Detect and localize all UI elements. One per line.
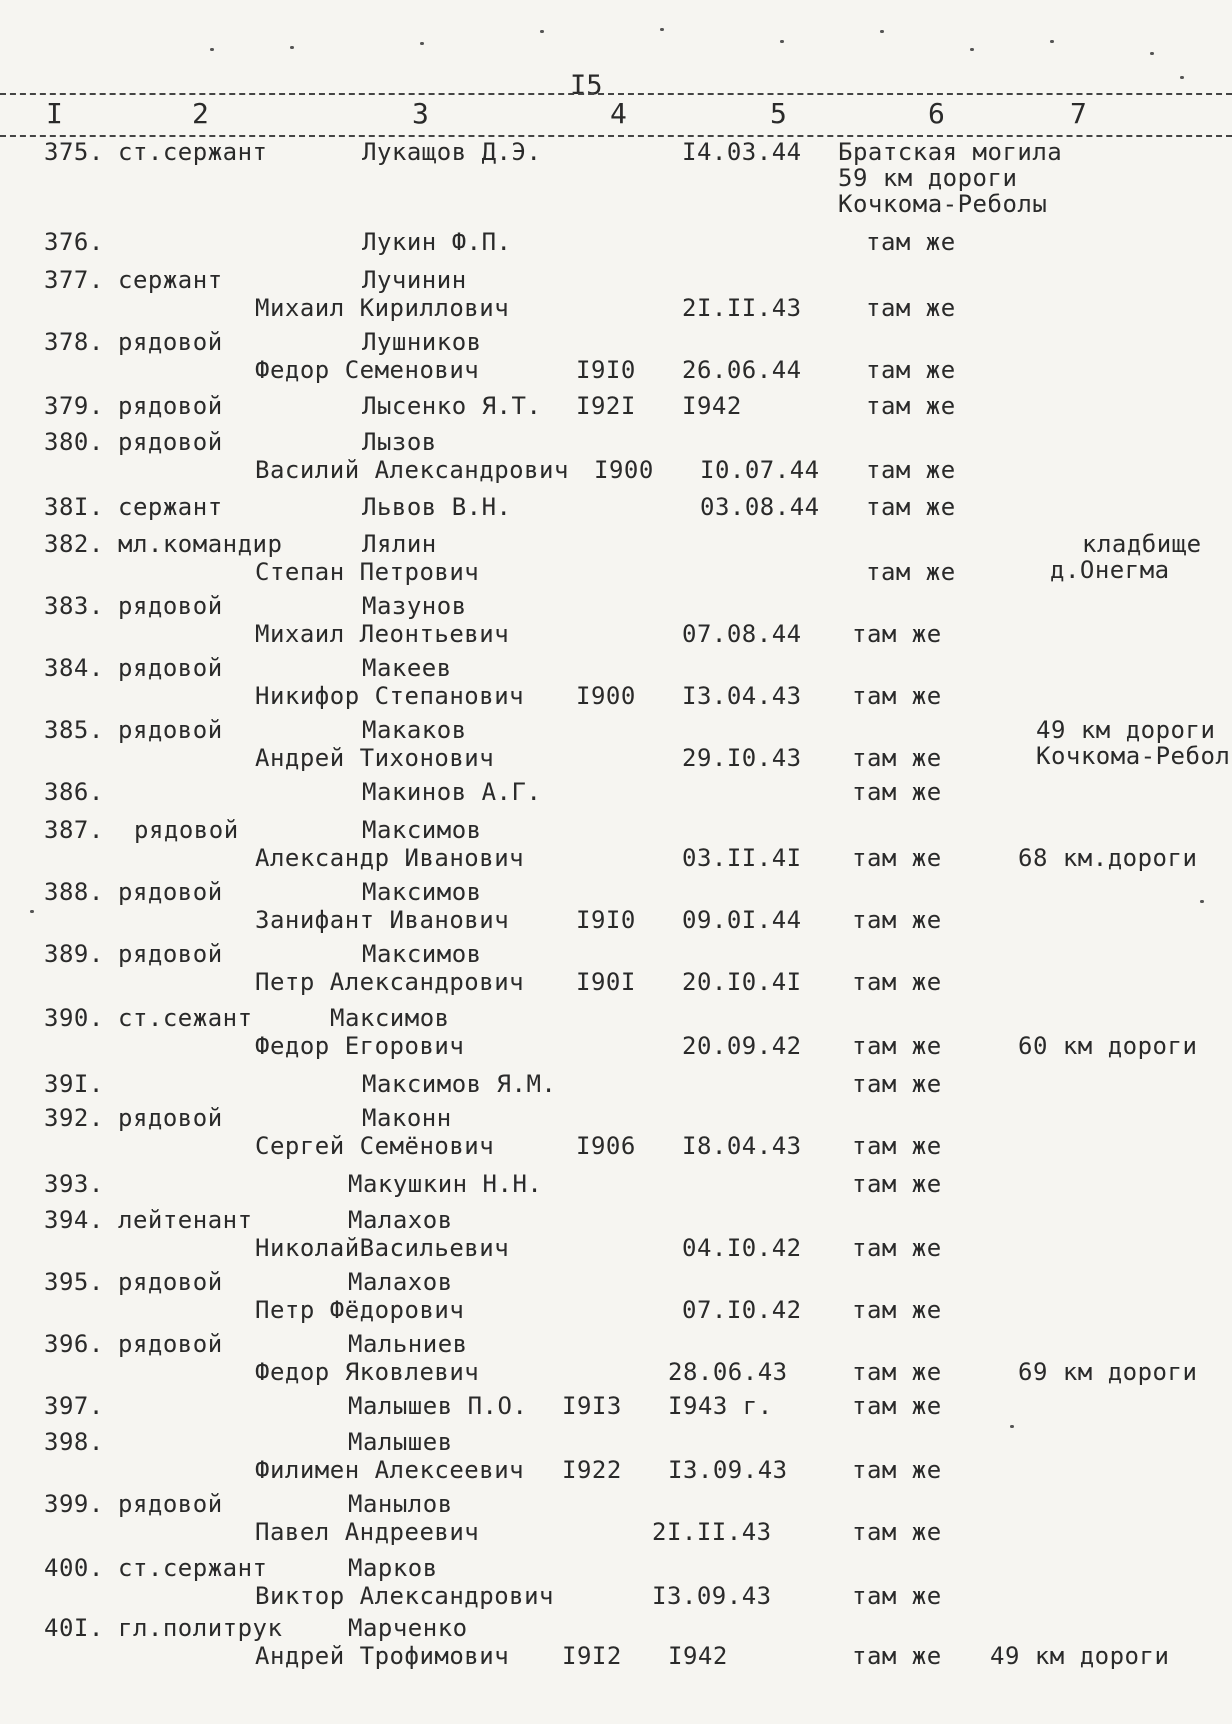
record-rank: рядовой: [118, 878, 223, 906]
column-number: 4: [610, 97, 627, 130]
record-name: Максимов: [362, 940, 482, 968]
record-number: 376.: [44, 228, 104, 256]
record-year: I9I0: [576, 356, 636, 384]
page-number: I5: [570, 70, 603, 101]
record-name: Малышев: [348, 1428, 453, 1456]
record-burial: там же: [852, 1642, 942, 1670]
record-number: 393.: [44, 1170, 104, 1198]
column-number: 5: [770, 97, 787, 130]
column-number: 7: [1070, 97, 1087, 130]
column-number: 2: [192, 97, 209, 130]
record-number: 386.: [44, 778, 104, 806]
record-date: 03.II.4I: [682, 844, 802, 872]
record-fullname: Андрей Трофимович: [255, 1642, 510, 1670]
record-date: 26.06.44: [682, 356, 802, 384]
record-date: I943 г.: [668, 1392, 773, 1420]
record-number: 39I.: [44, 1070, 104, 1098]
record-fullname: НиколайВасильевич: [255, 1234, 510, 1262]
record-name: Лушников: [362, 328, 482, 356]
record-name: Львов В.Н.: [362, 493, 512, 521]
record-fullname: Занифант Иванович: [255, 906, 510, 934]
record-rank: рядовой: [118, 328, 223, 356]
record-fullname: Андрей Тихонович: [255, 744, 495, 772]
column-number: I: [46, 97, 63, 130]
record-fullname: Виктор Александрович: [255, 1582, 554, 1610]
record-rank: рядовой: [118, 716, 223, 744]
record-fullname: Федор Семенович: [255, 356, 480, 384]
record-burial: там же: [852, 1296, 942, 1324]
record-burial: там же: [852, 1392, 942, 1420]
record-number: 388.: [44, 878, 104, 906]
record-fullname: Никифор Степанович: [255, 682, 525, 710]
record-date: 20.I0.4I: [682, 968, 802, 996]
record-date: I942: [668, 1642, 728, 1670]
record-note: 49 км дороги: [1036, 716, 1216, 744]
record-burial: там же: [852, 620, 942, 648]
record-date: 2I.II.43: [652, 1518, 772, 1546]
record-name: Малахов: [348, 1268, 453, 1296]
record-year: I9I0: [576, 906, 636, 934]
record-burial: там же: [852, 778, 942, 806]
record-burial: там же: [852, 1234, 942, 1262]
record-burial: там же: [866, 228, 956, 256]
record-date: I3.04.43: [682, 682, 802, 710]
record-burial: там же: [852, 744, 942, 772]
record-note: 60 км дороги: [1018, 1032, 1198, 1060]
record-date: I3.09.43: [652, 1582, 772, 1610]
record-number: 395.: [44, 1268, 104, 1296]
record-number: 379.: [44, 392, 104, 420]
record-date: 28.06.43: [668, 1358, 788, 1386]
record-fullname: Федор Яковлевич: [255, 1358, 480, 1386]
record-date: 07.I0.42: [682, 1296, 802, 1324]
record-date: I8.04.43: [682, 1132, 802, 1160]
record-date: 09.0I.44: [682, 906, 802, 934]
record-burial: там же: [852, 1358, 942, 1386]
record-rank: сержант: [118, 266, 223, 294]
record-date: I4.03.44: [682, 138, 802, 166]
record-rank: рядовой: [118, 428, 223, 456]
record-name: Марков: [348, 1554, 438, 1582]
record-name: Манылов: [348, 1490, 453, 1518]
record-name: Максимов: [330, 1004, 450, 1032]
record-note: 49 км дороги: [990, 1642, 1170, 1670]
record-burial: Братская могила: [838, 138, 1063, 166]
record-rank: рядовой: [134, 816, 239, 844]
record-rank: рядовой: [118, 592, 223, 620]
record-name: Макинов А.Г.: [362, 778, 542, 806]
record-burial: там же: [866, 294, 956, 322]
column-number: 3: [412, 97, 429, 130]
record-burial: там же: [866, 392, 956, 420]
record-burial: там же: [852, 682, 942, 710]
record-number: 389.: [44, 940, 104, 968]
record-name: Максимов: [362, 878, 482, 906]
record-name: Лучинин: [362, 266, 467, 294]
record-year: I906: [576, 1132, 636, 1160]
record-rank: рядовой: [118, 940, 223, 968]
record-year: I900: [594, 456, 654, 484]
record-number: 398.: [44, 1428, 104, 1456]
record-fullname: Сергей Семёнович: [255, 1132, 495, 1160]
record-burial: там же: [852, 1170, 942, 1198]
column-header: [0, 93, 1232, 137]
record-burial: там же: [866, 493, 956, 521]
record-fullname: Александр Иванович: [255, 844, 525, 872]
record-year: I9I2: [562, 1642, 622, 1670]
record-burial: 59 км дороги: [838, 164, 1018, 192]
record-rank: лейтенант: [118, 1206, 253, 1234]
record-year: I9I3: [562, 1392, 622, 1420]
record-burial: там же: [866, 456, 956, 484]
record-number: 400.: [44, 1554, 104, 1582]
record-rank: гл.политрук: [118, 1614, 283, 1642]
record-note: д.Онегма: [1050, 556, 1170, 584]
record-number: 382.: [44, 530, 104, 558]
record-number: 387.: [44, 816, 104, 844]
record-date: 04.I0.42: [682, 1234, 802, 1262]
record-burial: там же: [866, 356, 956, 384]
record-rank: ст.сержант: [118, 138, 268, 166]
record-burial: там же: [852, 1456, 942, 1484]
record-fullname: Михаил Леонтьевич: [255, 620, 510, 648]
record-name: Макаков: [362, 716, 467, 744]
record-date: I0.07.44: [700, 456, 820, 484]
record-number: 390.: [44, 1004, 104, 1032]
record-number: 38I.: [44, 493, 104, 521]
record-number: 375.: [44, 138, 104, 166]
record-name: Малышев П.О.: [348, 1392, 528, 1420]
record-number: 392.: [44, 1104, 104, 1132]
record-burial: там же: [852, 1132, 942, 1160]
record-date: I3.09.43: [668, 1456, 788, 1484]
record-year: I900: [576, 682, 636, 710]
record-date: 20.09.42: [682, 1032, 802, 1060]
record-note: Кочкома-Ребол: [1036, 742, 1231, 770]
record-year: I90I: [576, 968, 636, 996]
record-fullname: Степан Петрович: [255, 558, 480, 586]
record-burial: там же: [866, 558, 956, 586]
record-name: Лялин: [362, 530, 437, 558]
record-name: Лукин Ф.П.: [362, 228, 512, 256]
record-number: 383.: [44, 592, 104, 620]
record-number: 396.: [44, 1330, 104, 1358]
record-name: Максимов Я.М.: [362, 1070, 557, 1098]
column-number: 6: [928, 97, 945, 130]
record-fullname: Михаил Кириллович: [255, 294, 510, 322]
record-name: Максимов: [362, 816, 482, 844]
record-burial: там же: [852, 1518, 942, 1546]
record-note: кладбище: [1082, 530, 1202, 558]
record-fullname: Василий Александрович: [255, 456, 569, 484]
record-name: Маконн: [362, 1104, 452, 1132]
record-date: 07.08.44: [682, 620, 802, 648]
record-name: Макушкин Н.Н.: [348, 1170, 543, 1198]
record-number: 377.: [44, 266, 104, 294]
record-name: Мальниев: [348, 1330, 468, 1358]
record-fullname: Павел Андреевич: [255, 1518, 480, 1546]
record-burial: Кочкома-Реболы: [838, 190, 1048, 218]
record-number: 380.: [44, 428, 104, 456]
record-rank: рядовой: [118, 1330, 223, 1358]
record-rank: рядовой: [118, 654, 223, 682]
record-fullname: Федор Егорович: [255, 1032, 465, 1060]
record-fullname: Петр Александрович: [255, 968, 525, 996]
record-date: 2I.II.43: [682, 294, 802, 322]
record-name: Малахов: [348, 1206, 453, 1234]
record-burial: там же: [852, 1032, 942, 1060]
record-date: I942: [682, 392, 742, 420]
record-name: Макеев: [362, 654, 452, 682]
record-rank: рядовой: [118, 1268, 223, 1296]
record-rank: рядовой: [118, 1490, 223, 1518]
record-burial: там же: [852, 844, 942, 872]
record-fullname: Филимен Алексеевич: [255, 1456, 525, 1484]
record-name: Марченко: [348, 1614, 468, 1642]
record-burial: там же: [852, 968, 942, 996]
record-name: Лысенко Я.Т.: [362, 392, 542, 420]
record-rank: рядовой: [118, 1104, 223, 1132]
record-date: 03.08.44: [700, 493, 820, 521]
record-rank: сержант: [118, 493, 223, 521]
record-year: I922: [562, 1456, 622, 1484]
record-note: 69 км дороги: [1018, 1358, 1198, 1386]
record-number: 397.: [44, 1392, 104, 1420]
record-number: 399.: [44, 1490, 104, 1518]
record-fullname: Петр Фёдорович: [255, 1296, 465, 1324]
record-year: I92I: [576, 392, 636, 420]
record-name: Лукащов Д.Э.: [362, 138, 542, 166]
record-burial: там же: [852, 1582, 942, 1610]
record-date: 29.I0.43: [682, 744, 802, 772]
record-number: 378.: [44, 328, 104, 356]
record-number: 40I.: [44, 1614, 104, 1642]
record-name: Мазунов: [362, 592, 467, 620]
record-burial: там же: [852, 906, 942, 934]
record-rank: ст.сержант: [118, 1554, 268, 1582]
record-rank: мл.командир: [118, 530, 283, 558]
record-rank: ст.сежант: [118, 1004, 253, 1032]
record-number: 394.: [44, 1206, 104, 1234]
record-number: 384.: [44, 654, 104, 682]
record-note: 68 км.дороги: [1018, 844, 1198, 872]
record-rank: рядовой: [118, 392, 223, 420]
record-name: Лызов: [362, 428, 437, 456]
record-number: 385.: [44, 716, 104, 744]
record-burial: там же: [852, 1070, 942, 1098]
